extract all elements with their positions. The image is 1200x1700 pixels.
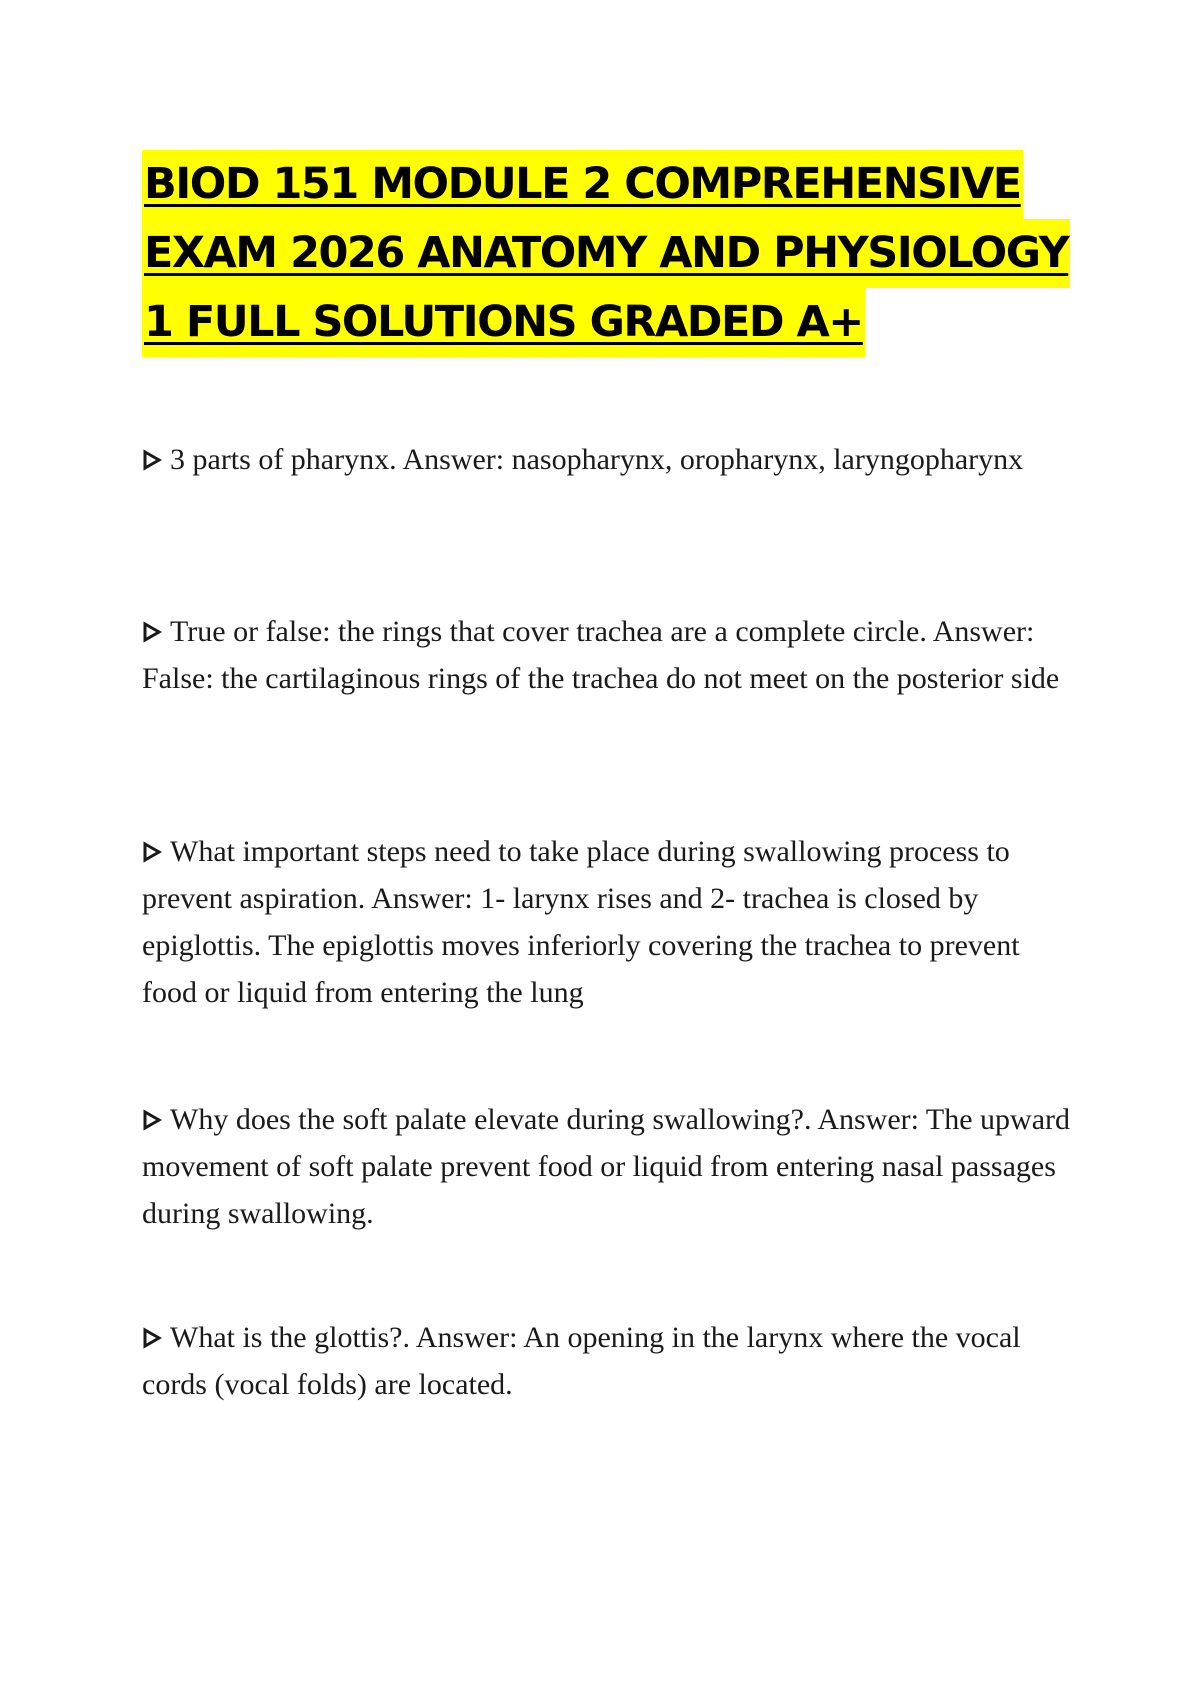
qa-item-3 xyxy=(142,828,1072,1016)
triangle-bullet-icon xyxy=(142,828,162,875)
qa-item-1 xyxy=(142,436,1072,483)
title-line-1: BIOD 151 MODULE 2 COMPREHENSIVE xyxy=(142,150,1023,219)
qa-text: What is the glottis?. Answer: An opening in the larynx where the vocal cords (vocal folds) are located. xyxy=(142,1321,1021,1401)
qa-item-2 xyxy=(142,608,1072,702)
qa-text: Why does the soft palate elevate during swallowing?. Answer: The upward movement of soft palate prevent food or liquid from entering nasal passages during swallowing. xyxy=(142,1103,1071,1230)
qa-text: 3 parts of pharynx. Answer: nasopharynx, oropharynx, laryngopharynx xyxy=(170,443,1024,476)
qa-item-5 xyxy=(142,1314,1072,1408)
triangle-bullet-icon xyxy=(142,608,162,655)
title-line-2: EXAM 2026 ANATOMY AND PHYSIOLOGY xyxy=(142,219,1070,288)
qa-text: True or false: the rings that cover trachea are a complete circle. Answer: False: the cartilaginous rings of the trachea do not meet on the posterior side xyxy=(142,615,1060,695)
title-line-3: 1 FULL SOLUTIONS GRADED A+ xyxy=(142,288,865,357)
triangle-bullet-icon xyxy=(142,1096,162,1143)
document-title xyxy=(142,150,1069,357)
qa-item-4 xyxy=(142,1096,1072,1237)
triangle-bullet-icon xyxy=(142,436,162,483)
triangle-bullet-icon xyxy=(142,1314,162,1361)
qa-text: What important steps need to take place during swallowing process to prevent aspiration. Answer: 1- larynx rises and 2- trachea is closed by epiglottis. The epiglottis moves inferiorly covering the trachea to prevent food or liquid from entering the lung xyxy=(142,835,1020,1009)
